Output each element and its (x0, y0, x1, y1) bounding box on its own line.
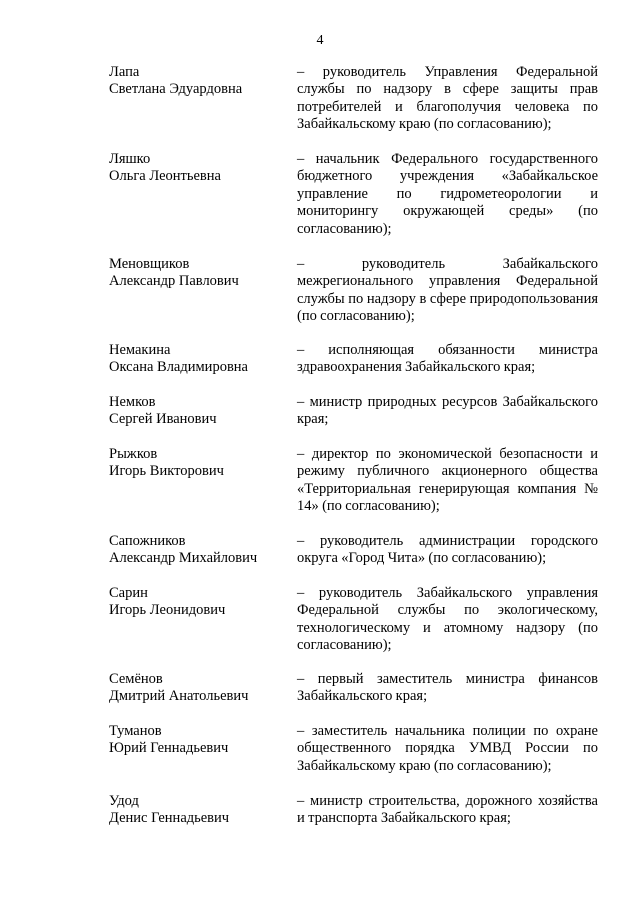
member-position: – первый заместитель министра финансов Забайкальского края; (297, 671, 598, 705)
member-given-names: Юрий Геннадьевич (109, 740, 229, 757)
member-position: – заместитель начальника полиции по охране общественного порядка УМВД России по Забайкальскому краю (по согласованию); (297, 723, 598, 774)
member-name (109, 151, 284, 186)
member-surname: Меновщиков (109, 256, 190, 272)
member-given-names: Сергей Иванович (109, 411, 217, 428)
member-surname: Туманов (109, 723, 162, 739)
member-surname: Лапа (109, 64, 140, 80)
member-position: – руководитель администрации городского округа «Город Чита» (по согласованию); (297, 533, 598, 567)
member-surname: Ляшко (109, 151, 151, 167)
member-surname: Рыжков (109, 446, 158, 462)
member-name (109, 585, 284, 620)
member-surname: Немков (109, 394, 156, 410)
member-surname: Сапожников (109, 533, 186, 549)
member-name (109, 64, 284, 99)
member-given-names: Игорь Викторович (109, 463, 224, 480)
member-name (109, 533, 284, 568)
member-given-names: Александр Михайлович (109, 550, 258, 567)
member-name (109, 723, 284, 758)
member-position: – руководитель Управления Федеральной службы по надзору в сфере защиты прав потребителей и благополучия человека по Забайкальскому краю (по согласованию); (297, 64, 598, 133)
member-name (109, 394, 284, 429)
member-position: – директор по экономической безопасности и режиму публичного акционерного общества «Территориальная генерирующая компания № 14» (по согласованию); (297, 446, 598, 515)
member-name (109, 793, 284, 828)
member-position: – министр строительства, дорожного хозяйства и транспорта Забайкальского края; (297, 793, 598, 827)
member-surname: Удод (109, 793, 139, 809)
member-name (109, 671, 284, 706)
member-name (109, 446, 284, 481)
member-position: – начальник Федерального государственного бюджетного учреждения «Забайкальское управление по гидрометеорологии и мониторингу окружающей среды» (по согласованию); (297, 151, 598, 237)
member-position: – руководитель Забайкальского управления Федеральной службы по экологическому, технологическому и атомному надзору (по согласованию); (297, 585, 598, 654)
member-given-names: Светлана Эдуардовна (109, 81, 243, 98)
member-surname: Семёнов (109, 671, 163, 687)
member-name (109, 342, 284, 377)
member-surname: Немакина (109, 342, 171, 358)
member-given-names: Дмитрий Анатольевич (109, 688, 249, 705)
member-given-names: Игорь Леонидович (109, 602, 226, 619)
member-surname: Сарин (109, 585, 148, 601)
page-number: 4 (316, 33, 324, 48)
member-position: – руководитель Забайкальского межрегионального управления Федеральной службы по надзору в сфере природопользования (по согласованию); (297, 256, 598, 325)
member-position: – исполняющая обязанности министра здравоохранения Забайкальского края; (297, 342, 598, 376)
member-position: – министр природных ресурсов Забайкальского края; (297, 394, 598, 428)
member-given-names: Денис Геннадьевич (109, 810, 230, 827)
member-given-names: Александр Павлович (109, 273, 239, 290)
member-given-names: Ольга Леонтьевна (109, 168, 221, 185)
member-given-names: Оксана Владимировна (109, 359, 248, 376)
member-name (109, 256, 284, 291)
